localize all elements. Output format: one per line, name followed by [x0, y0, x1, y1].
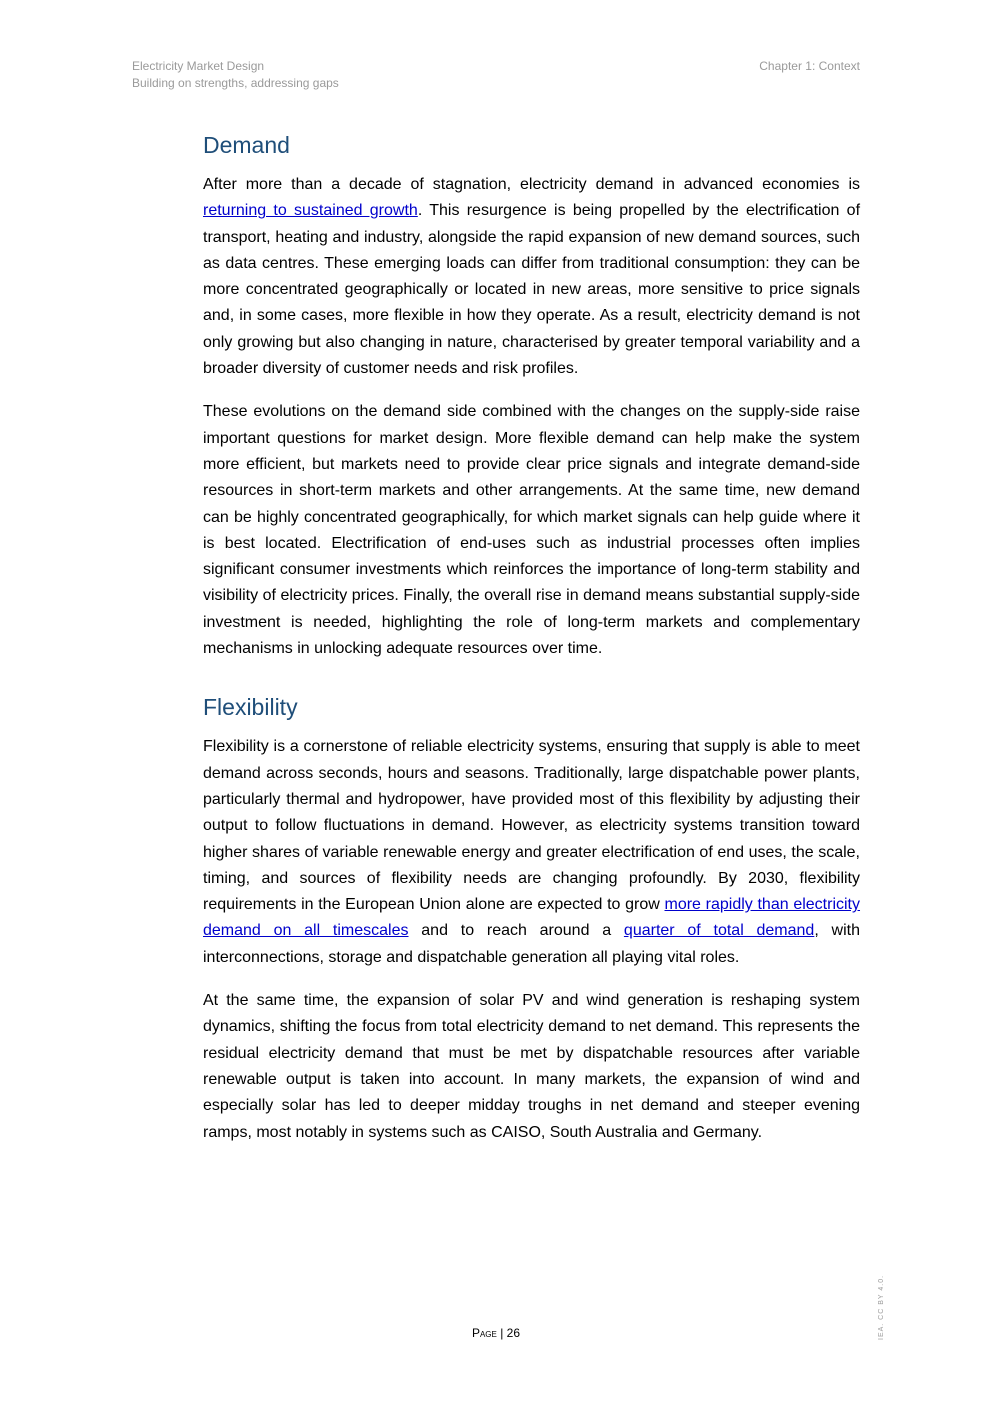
- link-more-rapidly-than-demand[interactable]: more rapidly than electricity demand on all timescales: [203, 896, 861, 940]
- demand-paragraph-1: After more than a decade of stagnation, electricity demand in advanced economies is returning to sustained growth. This resurgence is being propelled by the electrification of transport, heating and industry, alongside the rapid expansion of new demand sources, such as data centres. These emerging loads can differ from traditional consumption: they can be more concentrated geographically or located in new areas, more sensitive to price signals and, in some cases, more flexible in how they operate. As a result, electricity demand is not only growing but also changing in nature, characterised by greater temporal variability and a broader diversity of customer needs and risk profiles.: [203, 176, 861, 378]
- page-footer: [0, 1326, 992, 1340]
- header-left: [132, 58, 339, 92]
- document-title: Electricity Market Design: [132, 59, 265, 73]
- flexibility-paragraph-2: At the same time, the expansion of solar PV and wind generation is reshaping system dynamics, shifting the focus from total electricity demand to net demand. This represents the residual electricity demand that must be met by dispatchable resources after variable renewable output is taken into account. In many markets, the expansion of wind and especially solar has led to deeper midday troughs in net demand and steeper evening ramps, most notably in systems such as CAISO, South Australia and Germany.: [203, 992, 860, 1141]
- page-label: Page: [471, 1326, 497, 1340]
- flexibility-paragraph-1: Flexibility is a cornerstone of reliable electricity systems, ensuring that supply is able to meet demand across seconds, hours and seasons. Traditionally, large dispatchable power plants, particularly thermal and hydropower, have provided most of this flexibility by adjusting their output to follow fluctuations in demand. However, as electricity systems transition toward higher shares of variable renewable energy and greater electrification of end uses, the scale, timing, and sources of flexibility needs are changing profoundly. By 2030, flexibility requirements in the European Union alone are expected to grow more rapidly than electricity demand on all timescales and to reach around a quarter of total demand, with interconnections, storage and dispatchable generation all playing vital roles.: [203, 738, 861, 966]
- section-heading-demand: Demand: [203, 132, 290, 158]
- demand-paragraph-2: These evolutions on the demand side combined with the changes on the supply-side raise important questions for market design. More flexible demand can help make the system more efficient, but markets need to provide clear price signals and integrate demand-side resources in short-term markets and other arrangements. At the same time, new demand can be highly concentrated geographically, for which market signals can help guide where it is best located. Electrification of end-uses such as industrial processes often implies significant consumer investments which reinforces the importance of long-term stability and visibility of electricity prices. Finally, the overall rise in demand means substantial supply-side investment is needed, highlighting the role of long-term markets and complementary mechanisms in unlocking adequate resources over time.: [203, 403, 860, 658]
- section-heading-flexibility: Flexibility: [203, 694, 298, 721]
- link-quarter-of-total-demand[interactable]: quarter of total demand: [623, 922, 815, 940]
- link-returning-to-sustained-growth[interactable]: returning to sustained growth: [203, 202, 418, 220]
- license-stamp: IEA. CC BY 4.0.: [878, 1274, 885, 1340]
- chapter-label: Chapter 1: Context: [759, 59, 860, 73]
- page-separator: |: [496, 1326, 507, 1340]
- page-number: 26: [506, 1326, 521, 1340]
- main-content: [203, 128, 860, 1163]
- document-subtitle: Building on strengths, addressing gaps: [132, 76, 339, 90]
